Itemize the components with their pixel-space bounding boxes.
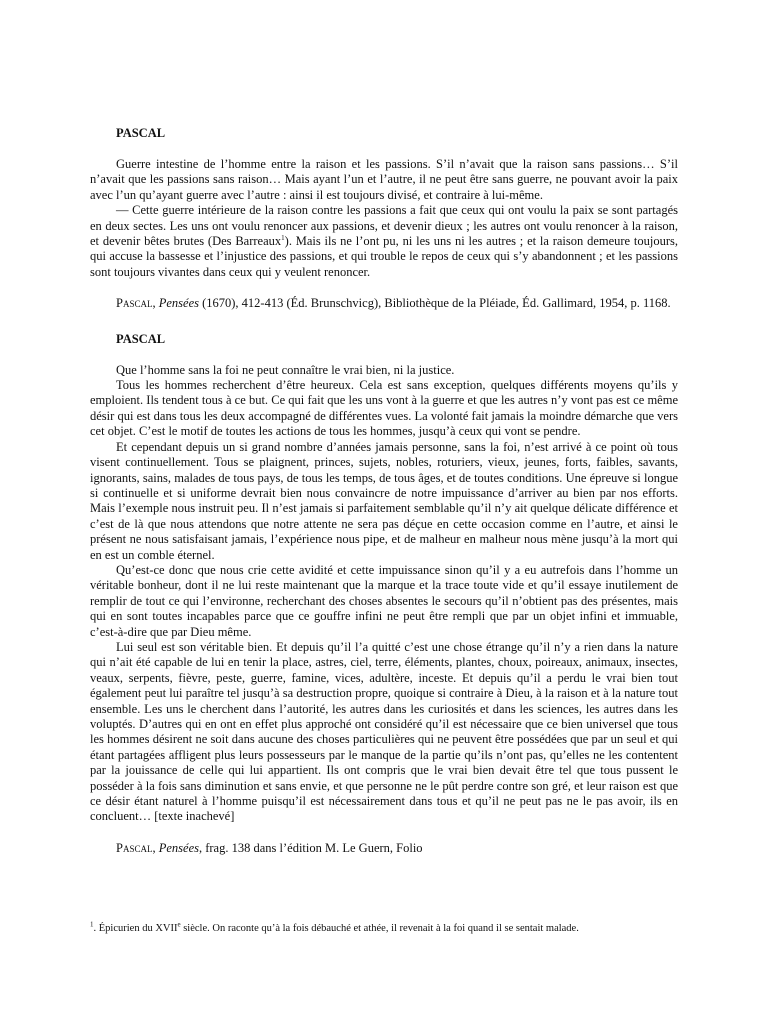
citation-author: Pascal — [116, 296, 153, 311]
paragraph: Que l’homme sans la foi ne peut connaître le vrai bien, ni la justice. — [116, 362, 455, 377]
citation-work: Pensées — [158, 296, 199, 311]
footnote-mark: 1 — [90, 920, 94, 929]
footnote-text: siècle. On raconte qu’à la fois débauché et athée, il revenait à la foi quand il se sentait malade. — [180, 923, 579, 934]
section-heading: PASCAL — [116, 126, 166, 140]
citation-work: Pensées — [158, 840, 199, 855]
paragraph: Qu’est-ce donc que nous crie cette avidité et cette impuissance sinon qu’il y a eu autrefois dans l’homme un véritable bonheur, dont il ne lui reste maintenant que la marque et la trace toute vide et qu’il essaye inutilement de remplir de tout ce qui l’environne, recherchant des choses absentes le secours qu’il n’obtient pas des présentes, mais qui en sont toutes incapables parce que ce gouffre infini ne peut être rempli que par un objet infini et immuable, c’est-à-dire que par Dieu même. — [90, 562, 678, 639]
footnote-reference[interactable]: 1 — [281, 233, 285, 242]
document-body — [90, 126, 678, 856]
century-superscript: e — [177, 920, 181, 929]
paragraph — [90, 203, 678, 280]
paragraph: Guerre intestine de l’homme entre la raison et les passions. S’il n’avait que la raison sans passions… S’il n’avait que les passions sans raison… Mais ayant l’un et l’autre, il ne peut être sans guerre, ne pouvant avoir la paix avec l’un qu’ayant guerre avec l’autre : ainsi il est toujours divisé, et contraire à lui-même. — [90, 157, 678, 202]
footnote-text: . Épicurien du XVII — [93, 923, 178, 934]
section-pascal-2 — [90, 332, 678, 857]
paragraph-text: ). Mais ils ne l’ont pu, ni les uns ni les autres ; et la raison demeure toujours, qui accuse la bassesse et l’injustice des passions, et qui trouble le repos de ceux qui s’y abandonnent ; et les passions sont toujours vivantes dans ceux qui y veulent renoncer. — [90, 234, 678, 279]
paragraph: Lui seul est son véritable bien. Et depuis qu’il l’a quitté c’est une chose étrange qu’il n’y a rien dans la nature qui n’ait été capable de lui en tenir la place, astres, ciel, terre, éléments, plantes, choux, poireaux, animaux, insectes, veaux, serpents, fièvre, peste, guerre, famine, vices, adultère, inceste. Et depuis qu’il a perdu le vrai bien tout également peut lui paraître tel jusqu’à sa destruction propre, quoique si contraire à Dieu, à la raison et à la nature tout ensemble. Les uns le cherchent dans l’autorité, les autres dans les curiosités et dans les sciences, les autres dans les voluptés. D’autres qui en ont en effet plus approché ont considéré qu’il est nécessaire que ce bien universel que tous les hommes désirent ne soit dans aucune des choses particulières qui ne peuvent être possédées que par un seul et qui étant partagées affligent plus leurs possesseurs par le manque de la partie qu’ils n’ont pas, qu’elles ne les contentent par la jouissance de celle qui lui appartient. Ils ont compris que le vrai bien devait être tel que tous pussent le posséder à la fois sans diminution et sans envie, et que personne ne le pût perdre contre son gré, et leur raison est que ce désir étant naturel à l’homme puisqu’il est nécessairement dans tous et qu’il ne peut pas ne le pas avoir, ils en concluent… [texte inachevé] — [90, 639, 678, 824]
citation-author: Pascal — [116, 840, 153, 855]
footnote — [90, 922, 690, 935]
citation: Pascal, Pensées (1670), 412-413 (Éd. Brunschvicg), Bibliothèque de la Pléiade, Éd. Gallimard, 1954, p. 1168. — [116, 296, 671, 311]
paragraph-text: — Cette guerre intérieure de la raison contre les passions a fait que ceux qui ont voulu la paix se sont partagés en deux sectes. Les uns ont voulu renoncer aux passions, et devenir dieux ; les autres ont voulu renoncer à la raison, et devenir bêtes brutes (Des Barreaux — [90, 203, 678, 249]
paragraph: Et cependant depuis un si grand nombre d’années jamais personne, sans la foi, n’est arrivé à ce point où tous visent continuellement. Tous se plaignent, princes, sujets, nobles, roturiers, vieux, jeunes, forts, faibles, savants, ignorants, sains, malades de tous pays, de tous les temps, de tous âges, et de toutes conditions. Une épreuve si longue si continuelle et si uniforme devrait bien nous convaincre de notre impuissance d’arriver au bien par nos efforts. Mais l’exemple nous instruit peu. Il n’est jamais si parfaitement semblable qu’il n’y ait quelque délicate différence et c’est de là que nous attendons que notre attente ne sera pas déçue en cette occasion comme en l’autre, et ainsi le présent ne nous satisfaisant jamais, l’expérience nous pipe, et de malheur en malheur nous mène jusqu’à la mort qui en est un comble éternel. — [90, 439, 678, 562]
section-heading: PASCAL — [116, 331, 166, 346]
paragraph: Tous les hommes recherchent d’être heureux. Cela est sans exception, quelques différents moyens qu’ils y emploient. Ils tendent tous à ce but. Ce qui fait que les uns vont à la guerre et que les autres n’y vont pas est ce même désir qui est dans tous les deux accompagné de différentes vues. La volonté fait jamais la moindre démarche que vers cet objet. C’est le motif de toutes les actions de tous les hommes, jusqu’à ceux qui vont se pendre. — [90, 378, 678, 439]
citation: Pascal, Pensées, frag. 138 dans l’édition M. Le Guern, Folio — [116, 840, 423, 855]
section-pascal-1 — [90, 126, 678, 312]
citation-details: , frag. 138 dans l’édition M. Le Guern, Folio — [198, 840, 423, 855]
citation-details: (1670), 412-413 (Éd. Brunschvicg), Bibliothèque de la Pléiade, Éd. Gallimard, 1954, p. 1168. — [198, 296, 671, 311]
